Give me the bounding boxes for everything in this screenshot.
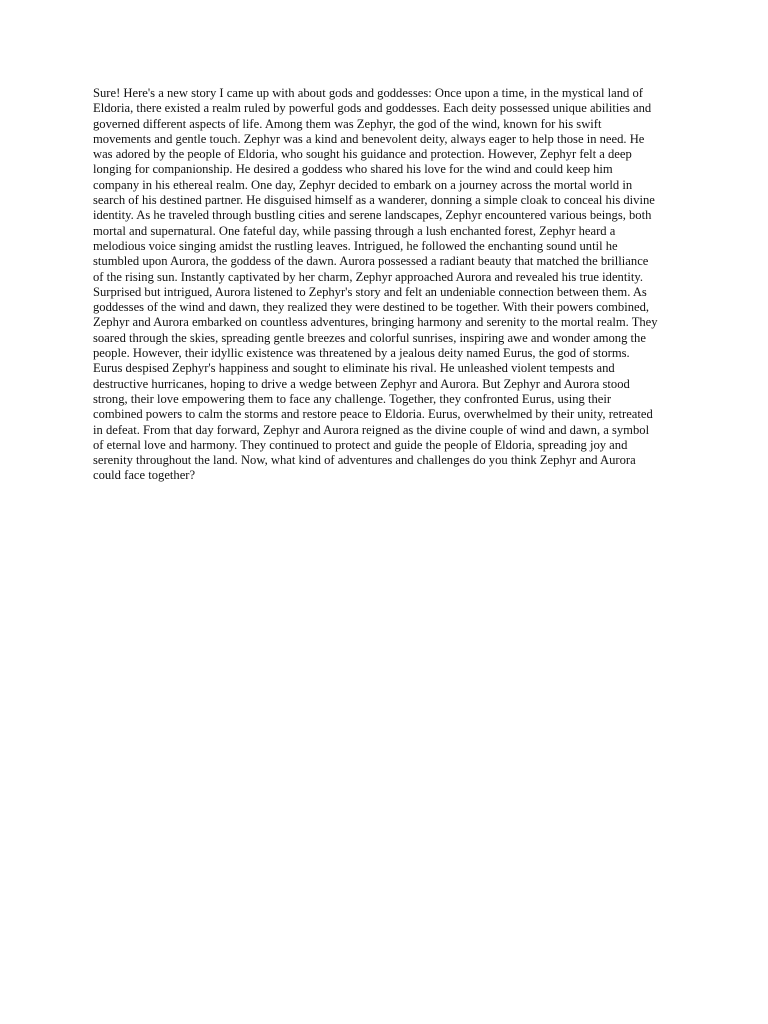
story-text: Sure! Here's a new story I came up with about gods and goddesses: Once upon a time, in the mystical land of Eldoria, there existed a realm ruled by powerful gods and goddesses. Each deity possessed unique abilities and governed different aspects of life. Among them was Zephyr, the god of the wind, known for his swift movements and gentle touch. Zephyr was a kind and benevolent deity, always eager to help those in need. He was adored by the people of Eldoria, who sought his guidance and protection. However, Zephyr felt a deep longing for companionship. He desired a goddess who shared his love for the wind and could keep him company in his ethereal realm. One day, Zephyr decided to embark on a journey across the mortal world in search of his destined partner. He disguised himself as a wanderer, donning a simple cloak to conceal his divine identity. As he traveled through bustling cities and serene landscapes, Zephyr encountered various beings, both mortal and supernatural. One fateful day, while passing through a lush enchanted forest, Zephyr heard a melodious voice singing amidst the rustling leaves. Intrigued, he followed the enchanting sound until he stumbled upon Aurora, the goddess of the dawn. Aurora possessed a radiant beauty that matched the brilliance of the rising sun. Instantly captivated by her charm, Zephyr approached Aurora and revealed his true identity. Surprised but intrigued, Aurora listened to Zephyr's story and felt an undeniable connection between them. As goddesses of the wind and dawn, they realized they were destined to be together. With their powers combined, Zephyr and Aurora embarked on countless adventures, bringing harmony and serenity to the mortal realm. They soared through the skies, spreading gentle breezes and colorful sunrises, inspiring awe and wonder among the people. However, their idyllic existence was threatened by a jealous deity named Eurus, the god of storms. Eurus despised Zephyr's happiness and sought to eliminate his rival. He unleashed violent tempests and destructive hurricanes, hoping to drive a wedge between Zephyr and Aurora. But Zephyr and Aurora stood strong, their love empowering them to face any challenge. Together, they confronted Eurus, using their combined powers to calm the storms and restore peace to Eldoria. Eurus, overwhelmed by their unity, retreated in defeat. From that day forward, Zephyr and Aurora reigned as the divine couple of wind and dawn, a symbol of eternal love and harmony. They continued to protect and guide the people of Eldoria, spreading joy and serenity throughout the land. Now, what kind of adventures and challenges do you think Zephyr and Aurora could face together? [93, 86, 658, 483]
